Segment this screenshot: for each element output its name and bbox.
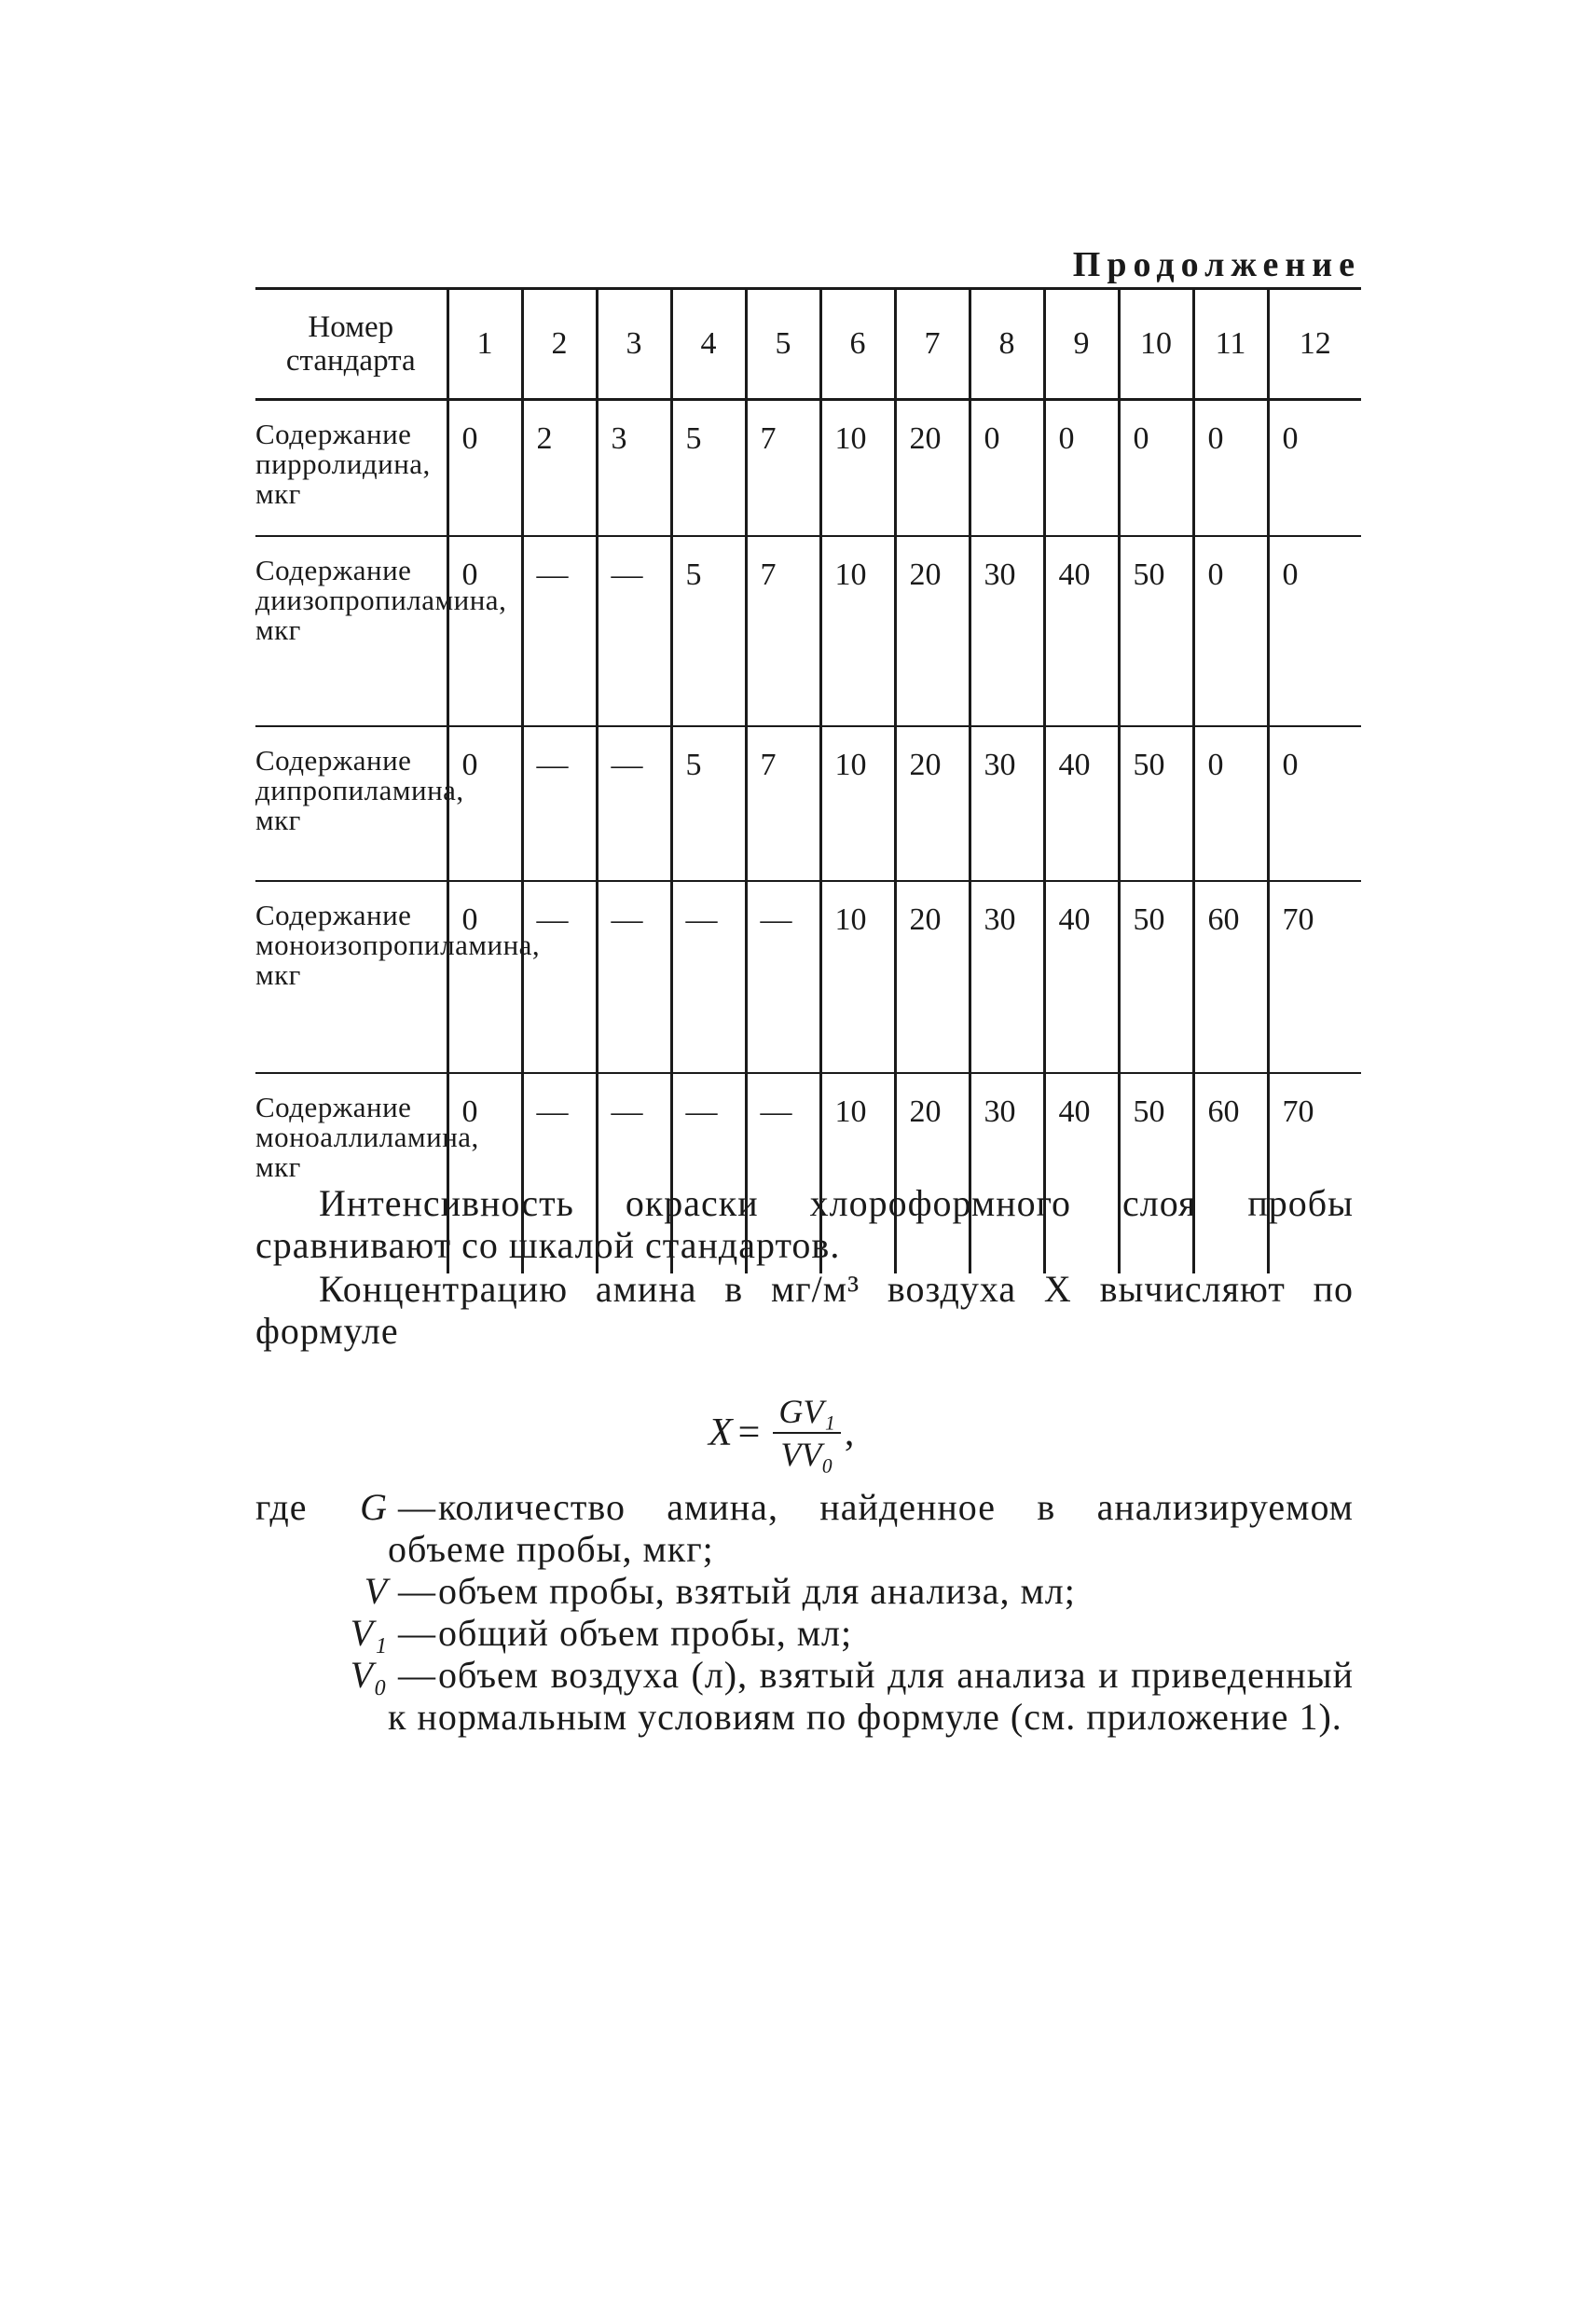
definition-symbol: V₁ [350, 1612, 388, 1654]
definition-text: объем пробы, взятый для анализа, мл; [438, 1570, 1076, 1612]
row-label: Содержание моноизопропиламина, мкг [255, 881, 447, 1073]
column-header: 12 [1268, 289, 1361, 400]
table-cell: 7 [746, 726, 820, 881]
table-cell: 60 [1193, 881, 1268, 1073]
table-cell: 20 [895, 1073, 970, 1273]
table-cell: 0 [447, 881, 522, 1073]
column-header: 9 [1044, 289, 1119, 400]
formula-equals: = [737, 1411, 761, 1454]
formula-lhs: X [709, 1411, 733, 1454]
definition-item: V —объем пробы, взятый для анализа, мл; [255, 1570, 1354, 1612]
formula-fraction [773, 1391, 841, 1475]
table-cell: 0 [1268, 400, 1361, 537]
table-cell: 0 [447, 1073, 522, 1273]
definition-symbol: V₀ [350, 1654, 388, 1696]
definition-symbol: V [364, 1570, 388, 1612]
table-cell: 5 [671, 536, 746, 726]
table-cell: 0 [447, 536, 522, 726]
table-cell: 0 [447, 726, 522, 881]
definitions-lead: где [255, 1486, 308, 1528]
table-cell: 0 [1193, 726, 1268, 881]
table-cell: 10 [820, 536, 895, 726]
definition-text: объем воздуха (л), взятый для анализа и приведенный к нормальным условиям по формуле (см. приложение 1). [388, 1654, 1354, 1738]
table-cell: 30 [970, 881, 1044, 1073]
table-cell: 5 [671, 726, 746, 881]
table-row [255, 726, 1361, 881]
table-cell: 0 [1268, 536, 1361, 726]
table-cell: 20 [895, 726, 970, 881]
definition-text: общий объем пробы, мл; [438, 1612, 853, 1654]
table-cell: — [522, 1073, 597, 1273]
table-cell: 0 [1193, 400, 1268, 537]
table-row [255, 536, 1361, 726]
table-cell: 10 [820, 1073, 895, 1273]
table-cell: 70 [1268, 881, 1361, 1073]
column-header: 4 [671, 289, 746, 400]
row-label: Содержание моноаллиламина, мкг [255, 1091, 479, 1183]
table-cell: — [597, 536, 671, 726]
table-cell: 5 [671, 400, 746, 537]
formula-comma: , [844, 1411, 855, 1454]
table-cell: 30 [970, 1073, 1044, 1273]
column-header: 7 [895, 289, 970, 400]
table-cell: 40 [1044, 726, 1119, 881]
column-header: 1 [447, 289, 522, 400]
table-cell: — [746, 881, 820, 1073]
table-cell: 70 [1268, 1073, 1361, 1273]
paragraph-comparison: Интенсивность окраски хлороформного слоя пробы сравнивают со шкалой стандартов. [255, 1182, 1354, 1266]
column-header: 5 [746, 289, 820, 400]
column-header: 2 [522, 289, 597, 400]
table-cell: — [522, 536, 597, 726]
table-cell: 20 [895, 536, 970, 726]
table-cell: — [597, 1073, 671, 1273]
row-label: Содержание дипропиламина, мкг [255, 726, 447, 881]
definitions-list [255, 1486, 1354, 1738]
table-cell: 7 [746, 400, 820, 537]
column-header: 10 [1119, 289, 1193, 400]
table-cell: 10 [820, 400, 895, 537]
table-cell: 50 [1119, 726, 1193, 881]
formula-numerator: GV₁ [773, 1391, 841, 1434]
table-cell: 0 [447, 400, 522, 537]
table-cell: — [671, 881, 746, 1073]
table-cell: 10 [820, 726, 895, 881]
table-cell: 0 [970, 400, 1044, 537]
definition-item: где G —количество амина, найденное в анализируемом объеме пробы, мкг; [255, 1486, 1354, 1570]
table-cell: 7 [746, 536, 820, 726]
table-cell: 20 [895, 881, 970, 1073]
table-cell: — [597, 881, 671, 1073]
column-header: 3 [597, 289, 671, 400]
table-row [255, 881, 1361, 1073]
row-label: Содержание диизопропиламина, мкг [255, 536, 447, 726]
table-cell: 2 [522, 400, 597, 537]
table-cell: 3 [597, 400, 671, 537]
table-header-row [255, 289, 1361, 400]
table-cell: 30 [970, 726, 1044, 881]
table-cell: 50 [1119, 881, 1193, 1073]
table-cell: 40 [1044, 1073, 1119, 1273]
definition-symbol: G [360, 1486, 388, 1528]
table-cell: 40 [1044, 536, 1119, 726]
table-cell: 20 [895, 400, 970, 537]
table-cell: — [522, 726, 597, 881]
table-cell: 0 [1119, 400, 1193, 537]
definition-item: V₀ —объем воздуха (л), взятый для анализа и приведенный к нормальным условиям по формуле (см. приложение 1). [255, 1654, 1354, 1738]
table-cell: 50 [1119, 1073, 1193, 1273]
row-label: Содержание пирролидина, мкг [255, 400, 447, 537]
table-cell: 60 [1193, 1073, 1268, 1273]
table-row [255, 400, 1361, 537]
table-cell: — [597, 726, 671, 881]
table-cell: 0 [1044, 400, 1119, 537]
definition-item: V₁ —общий объем пробы, мл; [255, 1612, 1354, 1654]
table-cell: 0 [1193, 536, 1268, 726]
table-cell: 40 [1044, 881, 1119, 1073]
table-cell: 50 [1119, 536, 1193, 726]
table-cell: — [746, 1073, 820, 1273]
column-header: 8 [970, 289, 1044, 400]
definition-text: количество амина, найденное в анализируемом объеме пробы, мкг; [388, 1486, 1354, 1570]
table-cell: 10 [820, 881, 895, 1073]
table-cell: 0 [1268, 726, 1361, 881]
formula-denominator: VV₀ [780, 1436, 833, 1473]
table-cell: — [522, 881, 597, 1073]
formula [709, 1382, 854, 1484]
table-cell: — [671, 1073, 746, 1273]
table-header-label: Номер стандарта [255, 289, 447, 400]
column-header: 6 [820, 289, 895, 400]
column-header: 11 [1193, 289, 1268, 400]
table-cell: 30 [970, 536, 1044, 726]
continuation-label: Продолжение [1072, 245, 1361, 284]
paragraph-concentration: Концентрацию амина в мг/м³ воздуха X вычисляют по формуле [255, 1268, 1354, 1352]
standards-table [255, 287, 1361, 1273]
